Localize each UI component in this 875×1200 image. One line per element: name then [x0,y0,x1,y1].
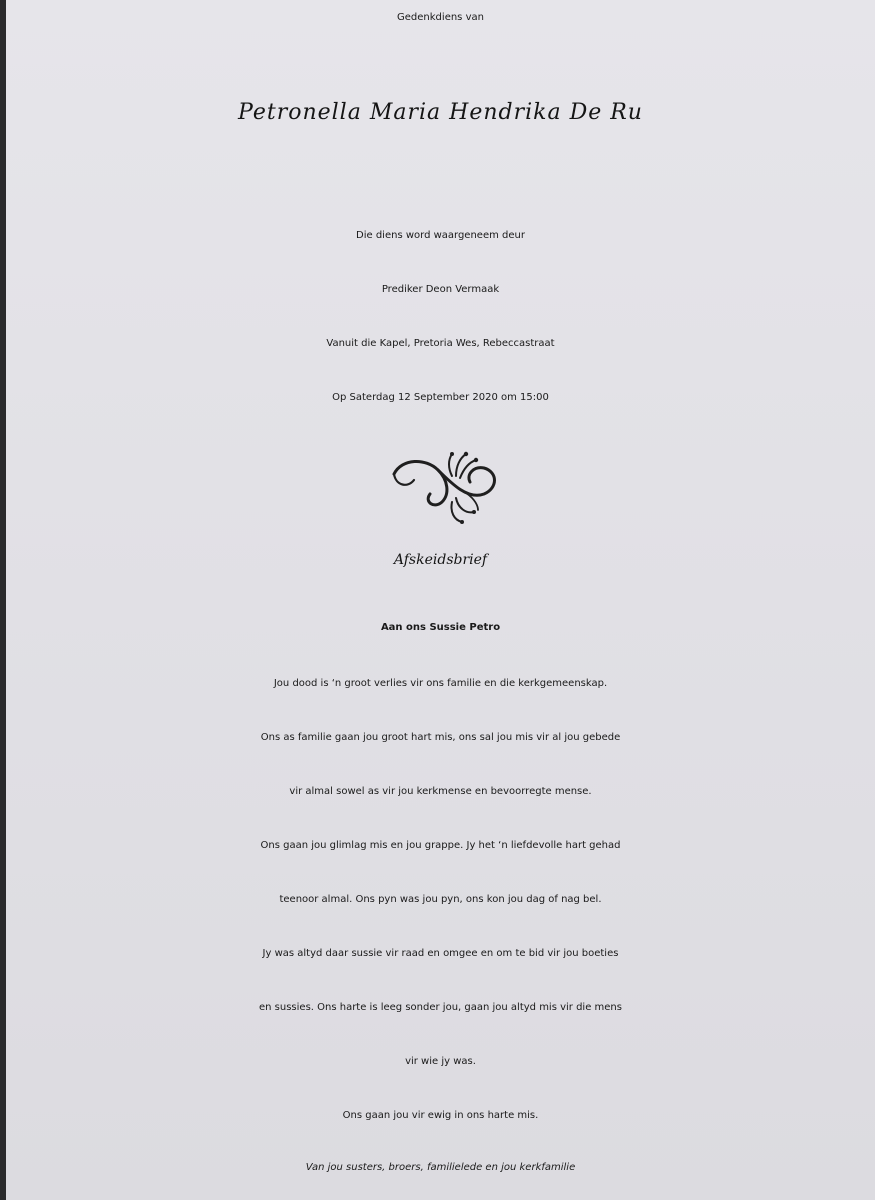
letter-line-3: vir almal sowel as vir jou kerkmense en bevoorregte mense. [289,786,592,797]
service-date-time: Op Saterdag 12 September 2020 om 15:00 [332,392,549,403]
service-venue: Vanuit die Kapel, Pretoria Wes, Rebeccastraat [326,338,555,349]
letter-line-9: Ons gaan jou vir ewig in ons harte mis. [342,1110,539,1121]
flourish-ornament-icon [386,446,506,528]
letter-line-6: Jy was altyd daar sussie vir raad en omgee en om te bid vir jou boeties [262,948,619,959]
memorial-service-title: Gedenkdiens van [397,12,484,23]
service-officiant-intro: Die diens word waargeneem deur [356,230,525,241]
letter-heading: Afskeidsbrief [393,552,488,568]
letter-line-8: vir wie jy was. [405,1056,476,1067]
service-officiant: Prediker Deon Vermaak [381,284,500,295]
letter-line-4: Ons gaan jou glimlag mis en jou grappe. Jy het ‘n liefdevolle hart gehad [260,840,621,851]
letter-closing: Van jou susters, broers, familielede en jou kerkfamilie [305,1162,576,1173]
deceased-name: Petronella Maria Hendrika De Ru [238,100,643,125]
letter-line-7: en sussies. Ons harte is leeg sonder jou, gaan jou altyd mis vir die mens [259,1002,622,1013]
letter-line-1: Jou dood is ‘n groot verlies vir ons familie en die kerkgemeenskap. [273,678,608,689]
letter-salutation: Aan ons Sussie Petro [380,622,501,633]
letter-line-2: Ons as familie gaan jou groot hart mis, ons sal jou mis vir al jou gebede [260,732,621,743]
letter-line-5: teenoor almal. Ons pyn was jou pyn, ons kon jou dag of nag bel. [279,894,602,905]
